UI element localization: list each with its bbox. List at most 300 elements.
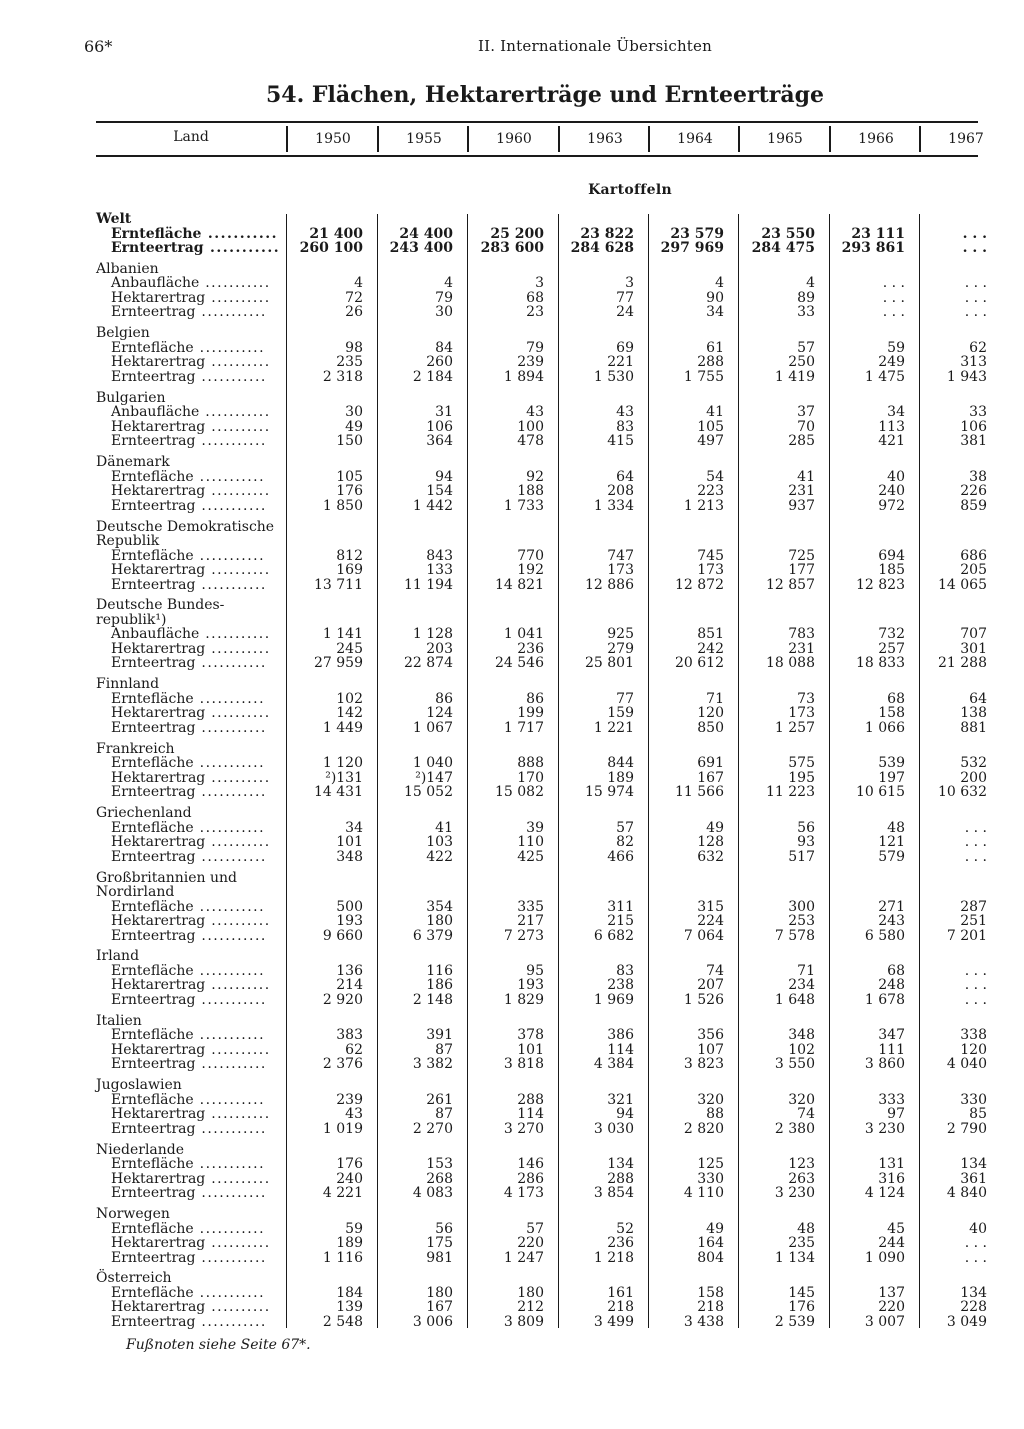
data-cell: 120 [960,1041,987,1058]
leader-dots: .......... [205,1235,271,1251]
leader-dots: .......... [205,483,271,500]
data-cell: 84 [435,339,453,356]
data-cell: 707 [960,626,987,643]
leader-dots: ........... [195,576,267,593]
row-label-text: Anbaufläche [111,626,200,643]
data-cell: 145 [788,1284,815,1301]
data-cell: 972 [878,497,905,514]
data-cell: 1 090 [864,1249,905,1266]
data-cell: 221 [607,354,634,371]
row-label [111,405,271,420]
data-cell: 113 [878,418,905,435]
data-cell: 315 [697,898,724,915]
data-cell: 335 [517,898,544,915]
data-cell: 22 874 [404,655,453,672]
data-cell: 89 [797,289,815,306]
data-cell: 1 334 [593,497,634,514]
row-label [111,1315,267,1330]
data-cell: 330 [697,1170,724,1187]
country-name: Großbritannien und [96,869,238,886]
leader-dots: ........... [195,784,267,801]
column-header-year: 1967 [948,131,984,147]
leader-dots: ........... [195,1313,267,1330]
data-cell: 180 [426,1284,453,1301]
data-cell: 1 678 [864,991,905,1008]
data-cell: 185 [878,562,905,578]
data-cell: 90 [706,289,724,306]
data-cell: 248 [878,977,905,994]
data-cell: 212 [517,1299,544,1316]
data-cell: 92 [526,468,544,485]
leader-dots: ........... [193,339,266,356]
data-cell: 478 [517,433,544,450]
data-cell: 288 [517,1091,544,1108]
leader-dots: ........... [193,755,266,772]
data-cell: 59 [345,1220,363,1237]
row-label [111,1157,265,1172]
data-cell: 85 [969,1106,987,1123]
data-cell: . . . [882,275,905,292]
row-label [111,1286,265,1301]
row-label-text: Hektarertrag [111,834,206,851]
leader-dots: ........... [195,368,267,385]
data-cell: 62 [345,1041,363,1058]
row-label-text: Hektarertrag [111,418,206,435]
country-name: Griechenland [96,805,192,822]
data-cell: 1 943 [946,368,987,385]
leader-dots: ........... [195,927,267,944]
data-cell: 188 [517,483,544,500]
data-cell: 691 [697,755,724,772]
data-cell: 61 [706,339,724,356]
data-cell: 1 475 [864,368,905,385]
data-cell: 41 [797,468,815,485]
row-label-text: Hektarertrag [111,977,206,994]
data-cell: 133 [426,562,453,578]
row-label-text: Erntefläche [111,225,202,242]
row-label [111,721,267,736]
data-cell: 812 [336,547,363,564]
data-cell: 7 064 [683,927,724,944]
row-label [111,706,271,721]
data-cell: 33 [797,304,815,321]
data-cell: 192 [517,562,544,578]
data-cell: 101 [517,1041,544,1058]
data-cell: 12 886 [585,576,634,593]
row-label [111,993,267,1008]
data-cell: 231 [788,483,815,500]
data-cell: 6 379 [412,927,453,944]
footnote: Fußnoten siehe Seite 67*. [126,1337,311,1353]
data-cell: 106 [960,418,987,435]
leader-dots: ........... [193,1091,266,1108]
row-label [111,355,271,370]
data-cell: 285 [788,433,815,450]
data-cell: 34 [887,404,905,421]
data-cell: 72 [345,289,363,306]
data-cell: 981 [426,1249,453,1266]
leader-dots: ........... [195,433,267,450]
data-cell: 95 [526,962,544,979]
data-cell: 293 861 [841,240,905,256]
row-label [111,627,271,642]
data-cell: 12 823 [856,576,905,593]
data-cell: 56 [797,819,815,836]
row-label-text: Hektarertrag [111,705,206,722]
data-cell: 189 [336,1235,363,1251]
data-cell: ²)131 [325,769,363,786]
data-cell: 235 [788,1235,815,1251]
row-label [111,1186,267,1201]
data-cell: 189 [607,769,634,786]
row-label [111,484,271,499]
data-cell: 381 [960,433,987,450]
data-cell: 25 200 [490,225,544,242]
data-cell: . . . [882,289,905,306]
data-cell: 49 [345,418,363,435]
data-cell: 286 [517,1170,544,1187]
data-cell: 1 717 [503,719,544,736]
data-cell: . . . [964,304,987,321]
data-cell: 1 116 [322,1249,363,1266]
data-cell: 1 648 [774,991,815,1008]
data-cell: 539 [878,755,905,772]
data-cell: 153 [426,1156,453,1173]
column-header-land: Land [173,129,209,145]
data-cell: 34 [706,304,724,321]
data-cell: 532 [960,755,987,772]
data-cell: 354 [426,898,453,915]
data-cell: 176 [788,1299,815,1316]
data-cell: 158 [697,1284,724,1301]
data-cell: 98 [345,339,363,356]
data-cell: 236 [607,1235,634,1251]
data-cell: 1 530 [593,368,634,385]
country-name: Jugoslawien [96,1077,182,1094]
data-cell: 161 [607,1284,634,1301]
row-label [111,227,278,242]
data-cell: 71 [797,962,815,979]
data-cell: 34 [345,819,363,836]
data-cell: 804 [697,1249,724,1266]
row-label-text: Hektarertrag [111,354,206,371]
data-cell: 39 [526,819,544,836]
data-cell: 1 141 [322,626,363,643]
data-cell: . . . [964,819,987,836]
data-cell: 102 [336,690,363,707]
data-cell: 11 566 [675,784,724,801]
data-cell: 175 [426,1235,453,1251]
leader-dots: .......... [205,562,271,578]
data-cell: 6 682 [593,927,634,944]
row-label [111,914,271,929]
data-cell: 27 959 [314,655,363,672]
data-cell: 79 [435,289,453,306]
row-label [111,370,267,385]
data-cell: 169 [336,562,363,578]
header-divider [286,126,288,152]
data-cell: 137 [878,1284,905,1301]
row-label-text: Ernteertrag [111,1056,196,1073]
data-cell: 4 [444,275,453,292]
data-cell: 1 733 [503,497,544,514]
leader-dots: ........... [193,1220,266,1237]
row-label [111,756,265,771]
data-cell: 1 449 [322,719,363,736]
data-cell: 114 [607,1041,634,1058]
data-cell: 4 [354,275,363,292]
data-cell: 7 578 [774,927,815,944]
leader-dots: ........... [195,1185,267,1202]
data-cell: 3 030 [593,1120,634,1137]
row-label-text: Ernteertrag [111,784,196,801]
leader-dots: .......... [205,1170,271,1187]
data-cell: 94 [435,468,453,485]
data-cell: 321 [607,1091,634,1108]
data-cell: 12 857 [766,576,815,593]
row-label [111,1236,271,1251]
row-label-text: Hektarertrag [111,640,206,657]
country-name: Frankreich [96,740,175,757]
data-cell: 4 083 [412,1185,453,1202]
data-cell: 107 [697,1041,724,1058]
data-cell: 3 823 [683,1056,724,1073]
running-head: II. Internationale Übersichten [478,37,712,55]
country-name: Dänemark [96,454,170,471]
data-cell: 4 124 [864,1185,905,1202]
data-cell: 2 184 [412,368,453,385]
leader-dots: ........... [203,240,281,256]
data-cell: 159 [607,705,634,722]
leader-dots: ........... [199,404,271,421]
row-label-text: Hektarertrag [111,1106,206,1123]
data-cell: 3 [535,275,544,292]
data-cell: 251 [960,913,987,929]
data-cell: 686 [960,547,987,564]
data-cell: 268 [426,1170,453,1187]
column-header-year: 1955 [406,131,442,147]
data-cell: 301 [960,640,987,657]
leader-dots: .......... [205,1106,271,1123]
data-cell: 82 [616,834,634,851]
data-cell: 1 526 [683,991,724,1008]
leader-dots: ........... [195,1120,267,1137]
data-cell: 2 920 [322,991,363,1008]
data-cell: 2 318 [322,368,363,385]
data-cell: 69 [616,339,634,356]
row-label [111,771,271,786]
data-cell: 1 829 [503,991,544,1008]
data-cell: 2 270 [412,1120,453,1137]
data-cell: 197 [878,769,905,786]
data-cell: 49 [706,819,724,836]
data-cell: 86 [435,690,453,707]
row-label-text: Hektarertrag [111,483,206,500]
data-cell: 575 [788,755,815,772]
data-cell: 142 [336,705,363,722]
data-cell: 320 [697,1091,724,1108]
row-label-text: Ernteertrag [111,240,204,256]
country-name: Deutsche Bundes- [96,597,225,614]
data-cell: 45 [887,1220,905,1237]
data-cell: 13 711 [314,576,363,593]
data-cell: 11 194 [404,576,453,593]
data-cell: 7 273 [503,927,544,944]
data-cell: 2 548 [322,1313,363,1330]
leader-dots: ........... [193,1284,266,1301]
row-label-text: Erntefläche [111,690,194,707]
row-label-text: Ernteertrag [111,848,196,865]
data-cell: 15 052 [404,784,453,801]
country-name: Republik [96,533,160,549]
data-cell: 231 [788,640,815,657]
data-cell: 203 [426,640,453,657]
data-cell: 64 [616,468,634,485]
data-cell: 4 040 [946,1056,987,1073]
data-cell: . . . [964,962,987,979]
leader-dots: ........... [193,1156,266,1173]
data-cell: 208 [607,483,634,500]
data-cell: 333 [878,1091,905,1108]
data-cell: 23 822 [580,225,634,242]
country-name: Albanien [96,260,159,277]
data-cell: 3 230 [864,1120,905,1137]
data-cell: 125 [697,1156,724,1173]
data-cell: 320 [788,1091,815,1108]
row-label [111,549,265,564]
leader-dots: ........... [193,1027,266,1044]
row-label-text: Hektarertrag [111,289,206,306]
leader-dots: ........... [199,275,271,292]
data-cell: 223 [697,483,724,500]
data-cell: 1 969 [593,991,634,1008]
data-cell: . . . [964,289,987,306]
column-header-year: 1960 [496,131,532,147]
data-cell: 500 [336,898,363,915]
data-cell: 128 [697,834,724,851]
data-cell: 49 [706,1220,724,1237]
data-cell: 1 221 [593,719,634,736]
data-cell: 186 [426,977,453,994]
country-name: Österreich [96,1270,172,1287]
data-cell: 7 201 [946,927,987,944]
row-label-text: Ernteertrag [111,719,196,736]
leader-dots: ........... [193,898,266,915]
leader-dots: ........... [193,690,266,707]
data-cell: 253 [788,913,815,929]
data-cell: 311 [607,898,634,915]
data-cell: 48 [887,819,905,836]
data-cell: 316 [878,1170,905,1187]
data-cell: 24 546 [495,655,544,672]
data-cell: 138 [960,705,987,722]
leader-dots: ........... [195,497,267,514]
data-cell: 3 499 [593,1313,634,1330]
data-cell: 87 [435,1106,453,1123]
row-label-text: Erntefläche [111,1220,194,1237]
data-cell: . . . [964,977,987,994]
data-cell: 124 [426,705,453,722]
data-cell: 260 [426,354,453,371]
data-cell: 180 [426,913,453,929]
data-cell: 745 [697,547,724,564]
data-cell: 9 660 [322,927,363,944]
data-cell: 386 [607,1027,634,1044]
header-divider [467,126,469,152]
data-cell: 1 120 [322,755,363,772]
data-cell: 71 [706,690,724,707]
table-title: 54. Flächen, Hektarerträge und Ernteerträge [265,82,825,108]
data-cell: 12 872 [675,576,724,593]
data-cell: 173 [607,562,634,578]
data-cell: 97 [887,1106,905,1123]
data-cell: 14 065 [938,576,987,593]
data-cell: 244 [878,1235,905,1251]
data-cell: 238 [607,977,634,994]
data-cell: 86 [526,690,544,707]
column-header-year: 1963 [587,131,623,147]
data-cell: 62 [969,339,987,356]
data-cell: 114 [517,1106,544,1123]
data-cell: 330 [960,1091,987,1108]
data-cell: 134 [960,1156,987,1173]
data-cell: 2 376 [322,1056,363,1073]
data-cell: 348 [788,1027,815,1044]
row-label-text: Erntefläche [111,547,194,564]
row-label-text: Ernteertrag [111,433,196,450]
data-cell: 134 [607,1156,634,1173]
data-cell: 26 [345,304,363,321]
data-cell: 348 [336,848,363,865]
data-cell: 48 [797,1220,815,1237]
row-label [111,850,267,865]
data-cell: 18 088 [766,655,815,672]
data-cell: 52 [616,1220,634,1237]
data-cell: 243 400 [389,240,453,256]
data-cell: 41 [706,404,724,421]
data-cell: 215 [607,913,634,929]
data-cell: 287 [960,898,987,915]
row-label-text: Hektarertrag [111,1170,206,1187]
data-cell: 1 442 [412,497,453,514]
country-name: republik¹) [96,611,167,628]
data-cell: 3 [625,275,634,292]
row-label [111,578,267,593]
data-cell: 235 [336,354,363,371]
data-cell: 356 [697,1027,724,1044]
data-cell: 338 [960,1027,987,1044]
row-label [111,291,271,306]
data-cell: 263 [788,1170,815,1187]
row-label [111,1093,265,1108]
data-cell: 632 [697,848,724,865]
data-cell: 1 850 [322,497,363,514]
country-name: Italien [96,1012,142,1029]
data-cell: 383 [336,1027,363,1044]
data-cell: 220 [878,1299,905,1316]
leader-dots: .......... [205,289,271,306]
row-label-text: Erntefläche [111,1027,194,1044]
data-cell: 101 [336,834,363,851]
data-cell: 11 223 [766,784,815,801]
data-cell: 224 [697,913,724,929]
data-cell: 4 [715,275,724,292]
header-divider [377,126,379,152]
data-cell: 361 [960,1170,987,1187]
row-label [111,276,271,291]
column-header-year: 1950 [315,131,351,147]
header-divider [738,126,740,152]
